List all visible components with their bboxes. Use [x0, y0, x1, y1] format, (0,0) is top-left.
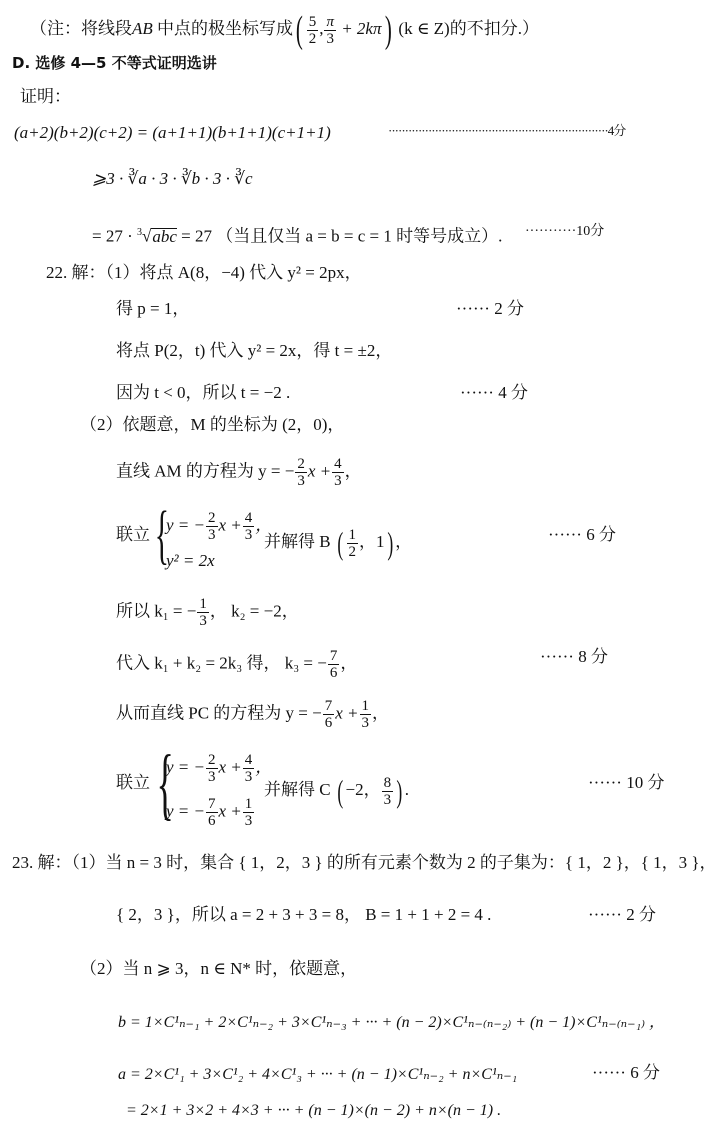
- q23-line-3: （2）当 n ⩾ 3，n ∈ N* 时，依题意，: [80, 959, 358, 978]
- frac-num: 2: [297, 456, 305, 472]
- l10-mid: x +: [335, 703, 359, 723]
- q22-line-10: [116, 698, 389, 731]
- q22-l7-suffix: [264, 524, 412, 562]
- l7-suffix: 并解得 B: [264, 531, 331, 551]
- l7-end: ，: [395, 531, 413, 551]
- frac-den: 6: [208, 813, 216, 829]
- frac-num: 2: [208, 752, 216, 768]
- frac-num: 1: [199, 596, 207, 612]
- note-frac-a: [307, 14, 319, 47]
- frac-den: 6: [324, 715, 333, 731]
- note-plus: + 2kπ: [336, 18, 382, 38]
- ineq-line3-right: = 27 （当且仅当 a = b = c = 1 时等号成立）.: [176, 226, 503, 246]
- q22-line-4: 因为 t < 0，所以 t = −2 .: [116, 383, 291, 402]
- q22-l7-row1: [166, 510, 272, 543]
- r1end: ，: [255, 515, 273, 535]
- frac-den: 2: [308, 30, 317, 47]
- q22-score-2: ······ 2 分: [456, 299, 524, 318]
- note-line: [30, 11, 539, 49]
- c-r2-frac-1: [206, 796, 218, 829]
- ineq-line3-root: abc: [152, 226, 177, 246]
- r1end: ，: [255, 757, 273, 777]
- frac-den: 3: [208, 769, 216, 785]
- q22-l11-suffix: [264, 772, 409, 810]
- ineq-line-2: ⩾3 · ∛a · 3 · ∛b · 3 · ∛c: [92, 169, 253, 188]
- l6-mid: x +: [307, 461, 332, 481]
- q22-line-2: 得 p = 1，: [116, 299, 190, 318]
- frac-num: 4: [244, 752, 253, 768]
- r1x: x +: [218, 515, 242, 535]
- frac-num: 7: [324, 698, 333, 714]
- q22-l7-row2: y² = 2x: [166, 551, 215, 570]
- frac-num: 7: [208, 796, 216, 812]
- q22-line-5: （2）依题意，M 的坐标为 (2，0)，: [80, 415, 345, 434]
- l8a: 所以 k₁ = −: [116, 601, 197, 621]
- frac-num: 5: [308, 13, 317, 30]
- r2a: y = −: [166, 801, 205, 821]
- frac-den: 3: [326, 30, 334, 47]
- c-r2-frac-2: [243, 796, 255, 829]
- l11-end: .: [404, 779, 409, 799]
- note-mid: 中点的极坐标写成: [152, 18, 294, 38]
- q22-score-9: ······ 8 分: [540, 647, 608, 666]
- q22-score-7: ······ 6 分: [548, 525, 616, 544]
- frac-den: 3: [244, 769, 253, 785]
- c-pt-a: −2，: [345, 779, 381, 799]
- frac-den: 2: [348, 543, 356, 560]
- l8-frac: [197, 596, 209, 629]
- paren-right: ): [386, 525, 393, 561]
- note-k-cond: (k ∈ Z): [398, 18, 450, 38]
- q23-line-6: = 2×1 + 3×2 + 4×3 + ··· + (n − 1)×(n − 2) + n×(n − 1) .: [126, 1102, 502, 1119]
- ineq-line-3: = 27 · $^3$√abc = 27 （当且仅当 a = b = c = 1 时等号成立）.: [92, 226, 503, 246]
- l6-frac-1: [295, 456, 307, 489]
- proof-label: 证明：: [20, 87, 71, 106]
- frac-num: 2: [208, 510, 216, 526]
- frac-den: 6: [329, 665, 338, 681]
- r1a: y = −: [166, 757, 205, 777]
- c-frac: [382, 775, 394, 808]
- brace-1: {: [154, 498, 169, 571]
- paren-left: (: [295, 9, 303, 51]
- l10-frac-1: [323, 698, 335, 731]
- frac-den: 3: [383, 791, 392, 808]
- q23-score-2: ······ 2 分: [588, 905, 656, 924]
- l10-prefix: 从而直线 PC 的方程为 y = −: [116, 703, 322, 723]
- r1-frac-2: [243, 510, 255, 543]
- q22-line-6: [116, 456, 362, 489]
- r2x: x +: [218, 801, 242, 821]
- q22-l11-row2: [166, 796, 255, 829]
- ineq-score-1: ··································································4分: [388, 123, 626, 138]
- q23-line-4: b = 1×C¹ₙ₋₁ + 2×C¹ₙ₋₂ + 3×C¹ₙ₋₃ + ··· + (n − 2)×C¹ₙ₋₍ₙ₋₂₎ + (n − 1)×C¹ₙ₋₍ₙ₋₁₎ ，: [118, 1014, 666, 1031]
- brace-2: {: [156, 740, 174, 828]
- l10-end: ，: [372, 703, 389, 723]
- l9-frac: [328, 648, 340, 681]
- q22-line-8: [116, 596, 299, 629]
- q22-line-9: [116, 648, 357, 681]
- frac-num: 1: [348, 526, 356, 543]
- q23-line-2: { 2，3 }，所以 a = 2 + 3 + 3 = 8， B = 1 + 1 + 2 = 4 .: [116, 905, 492, 924]
- section-d-title: D. 选修 4—5 不等式证明选讲: [12, 54, 217, 72]
- q22-line-1: 22. 解：（1）将点 A(8，−4) 代入 y² = 2px，: [46, 263, 362, 282]
- q22-score-4: ······ 4 分: [460, 383, 528, 402]
- paren-left: (: [337, 773, 344, 809]
- c-r1-frac-2: [243, 752, 255, 785]
- r1-frac-1: [206, 510, 218, 543]
- b-frac: [347, 527, 359, 560]
- q22-l11-row1: [166, 752, 272, 785]
- paren-right: ): [396, 773, 403, 809]
- b-pt-c: ，1: [359, 531, 385, 551]
- frac-den: 3: [244, 813, 253, 829]
- frac-num: 4: [244, 510, 253, 526]
- l6-frac-2: [332, 456, 344, 489]
- q23-line-5: a = 2×C¹₁ + 3×C¹₂ + 4×C¹₃ + ··· + (n − 1)×C¹ₙ₋₂ + n×C¹ₙ₋₁: [118, 1066, 518, 1083]
- q23-score-5: ······ 6 分: [592, 1063, 660, 1082]
- l6-prefix: 直线 AM 的方程为 y = −: [116, 461, 295, 481]
- frac-den: 3: [208, 527, 216, 543]
- frac-den: 3: [334, 473, 342, 489]
- frac-den: 3: [199, 613, 207, 629]
- l9b: ，: [340, 653, 358, 673]
- l8b: ， k₂ = −2，: [209, 601, 299, 621]
- note-ab: AB: [132, 18, 153, 38]
- q22-line-3: 将点 P(2，t) 代入 y² = 2x，得 t = ±2，: [116, 341, 393, 360]
- frac-num: 8: [383, 774, 392, 791]
- frac-num: 7: [329, 648, 338, 664]
- note-suffix: 的不扣分.）: [449, 18, 539, 38]
- frac-num: 1: [244, 796, 253, 812]
- frac-den: 3: [244, 527, 253, 543]
- paren-left: (: [337, 525, 344, 561]
- r1x: x +: [218, 757, 242, 777]
- frac-num: 1: [361, 698, 369, 714]
- q23-line-1: 23. 解：（1）当 n = 3 时，集合 { 1，2，3 } 的所有元素个数为 2 的子集为：{ 1，2 }，{ 1，3 }，: [12, 853, 717, 872]
- note-prefix: （注：将线段: [30, 18, 132, 38]
- frac-den: 3: [297, 473, 305, 489]
- r1a: y = −: [166, 515, 205, 535]
- l10-frac-2: [360, 698, 372, 731]
- paren-right: ): [384, 9, 392, 51]
- note-frac-b: [324, 14, 336, 47]
- ineq-line-1: (a+2)(b+2)(c+2) = (a+1+1)(b+1+1)(c+1+1): [14, 123, 331, 142]
- frac-num: π: [326, 13, 334, 30]
- l11-suffix: 并解得 C: [264, 779, 331, 799]
- l9a: 代入 k₁ + k₂ = 2k₃ 得， k₃ = −: [116, 653, 327, 673]
- ineq-score-3: ···········10分: [525, 224, 605, 239]
- frac-den: 3: [361, 715, 369, 731]
- ineq-line3-left: = 27 ·: [92, 226, 137, 246]
- q22-l11-prefix: 联立: [116, 773, 150, 792]
- q22-score-11: ······ 10 分: [588, 773, 665, 792]
- c-r1-frac-1: [206, 752, 218, 785]
- frac-num: 4: [334, 456, 342, 472]
- note-comma: ,: [319, 18, 324, 38]
- l6-end: ，: [344, 461, 362, 481]
- q22-l7-prefix: 联立: [116, 525, 150, 544]
